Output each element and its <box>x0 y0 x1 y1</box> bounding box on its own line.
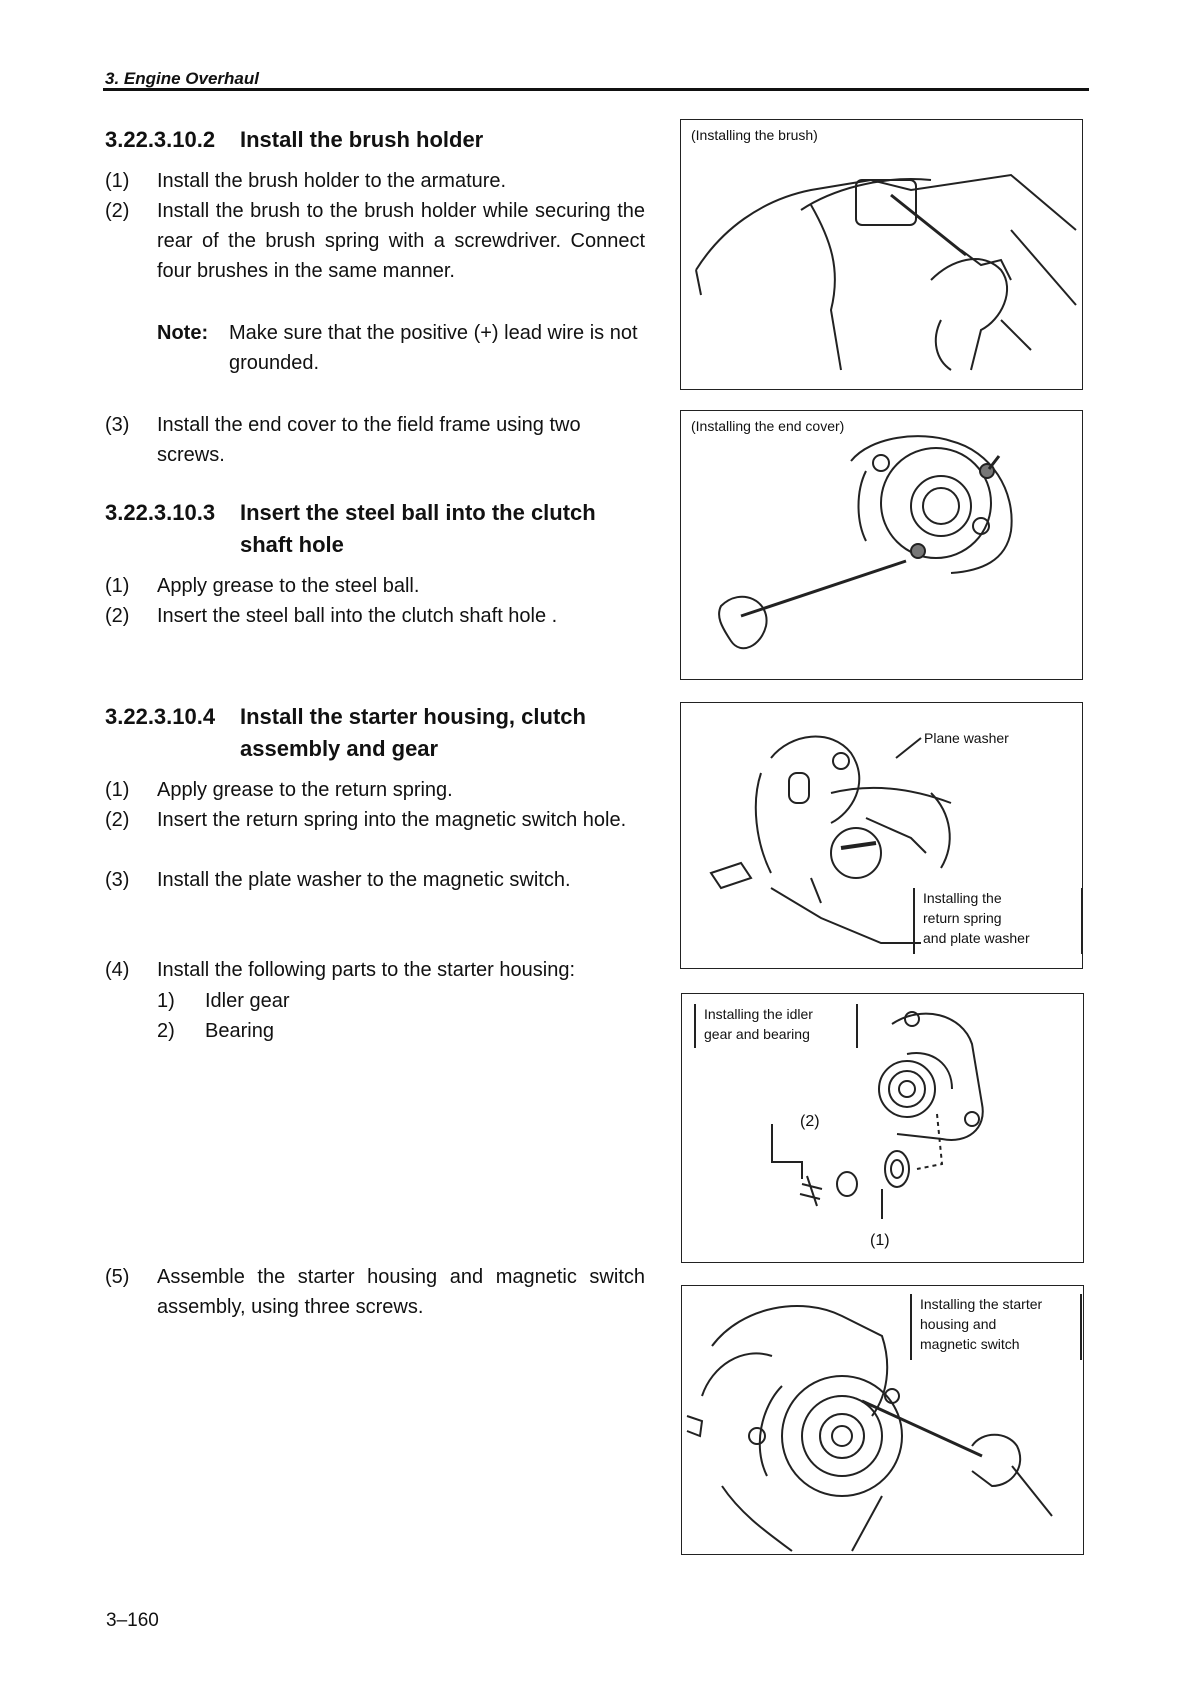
step-text: Apply grease to the return spring. <box>157 779 453 801</box>
caption-line: gear and bearing <box>704 1026 810 1042</box>
figure-caption: (Installing the brush) <box>691 127 818 143</box>
step-2-3 <box>105 410 650 470</box>
substep-number: 1) <box>157 990 175 1012</box>
step-number: (2) <box>105 605 130 627</box>
running-header: 3. Engine Overhaul <box>105 69 259 88</box>
caption-line: magnetic switch <box>920 1336 1020 1352</box>
figure-starter-housing <box>681 1285 1084 1555</box>
section-heading-steel-ball <box>105 497 665 561</box>
substep-text: Bearing <box>205 1020 274 1042</box>
step-4-2 <box>105 805 650 865</box>
step-number: (2) <box>105 200 130 222</box>
step-4-5 <box>105 1262 650 1322</box>
idler-gear-illustration <box>682 994 1083 1262</box>
step-2-2 <box>105 196 650 316</box>
section-title-line2: assembly and gear <box>240 736 439 761</box>
section-heading-starter-housing <box>105 701 665 765</box>
end-cover-illustration <box>681 411 1082 679</box>
caption-line: Installing the idler <box>704 1006 813 1022</box>
step-text: Install the brush to the brush holder while securing the rear of the brush spring with a screwdriver. Connect four brushes in the same manner. <box>157 200 645 282</box>
starter-housing-illustration <box>682 1286 1083 1554</box>
caption-line: Installing the starter <box>920 1296 1043 1312</box>
step-text: Install the end cover to the field frame using two screws. <box>157 414 581 466</box>
substep-number: 2) <box>157 1020 175 1042</box>
step-text: Insert the steel ball into the clutch shaft hole . <box>157 605 558 627</box>
section-title-line1: Insert the steel ball into the clutch <box>240 500 596 525</box>
plane-washer-label: Plane washer <box>924 730 1009 746</box>
step-number: (1) <box>105 170 130 192</box>
figure-return-spring <box>680 702 1083 969</box>
step-text: Install the plate washer to the magnetic switch. <box>157 869 571 891</box>
return-spring-caption <box>913 888 1083 954</box>
section-heading-brush-holder <box>105 124 645 156</box>
step-number: (1) <box>105 779 130 801</box>
section-number: 3.22.3.10.2 <box>105 127 216 152</box>
page-number: 3–160 <box>106 1610 159 1631</box>
section-number: 3.22.3.10.4 <box>105 704 216 729</box>
caption-line: return spring <box>923 910 1002 926</box>
caption-line: Installing the <box>923 890 1002 906</box>
section-title-line1: Install the starter housing, clutch <box>240 704 586 729</box>
step-number: (3) <box>105 414 130 436</box>
step-number: (4) <box>105 959 130 981</box>
figure-installing-end-cover <box>680 410 1083 680</box>
step-text: Assemble the starter housing and magnetic switch assembly, using three screws. <box>157 1266 645 1318</box>
step-number: (2) <box>105 809 130 831</box>
step-number: (1) <box>105 575 130 597</box>
step-text: Install the brush holder to the armature. <box>157 170 507 192</box>
brush-illustration <box>681 120 1082 389</box>
section-title-line2: shaft hole <box>240 532 344 557</box>
caption-line: and plate washer <box>923 930 1030 946</box>
step-text: Apply grease to the steel ball. <box>157 575 420 597</box>
note <box>157 318 657 378</box>
figure-installing-brush <box>680 119 1083 390</box>
step-number: (5) <box>105 1266 130 1288</box>
step-text: Insert the return spring into the magnetic switch hole. <box>157 809 627 831</box>
step-text: Install the following parts to the starter housing: <box>157 959 576 981</box>
label-1: (1) <box>870 1232 890 1249</box>
note-text: Make sure that the positive (+) lead wire is not grounded. <box>229 322 638 374</box>
substep-text: Idler gear <box>205 990 290 1012</box>
note-label: Note: <box>157 322 209 344</box>
label-2: (2) <box>800 1113 820 1130</box>
figure-idler-gear <box>681 993 1084 1263</box>
caption-line: housing and <box>920 1316 997 1332</box>
step-number: (3) <box>105 869 130 891</box>
section-title: Install the brush holder <box>240 127 484 152</box>
header-rule <box>103 88 1089 91</box>
figure-caption: (Installing the end cover) <box>691 418 845 434</box>
section-number: 3.22.3.10.3 <box>105 500 216 525</box>
